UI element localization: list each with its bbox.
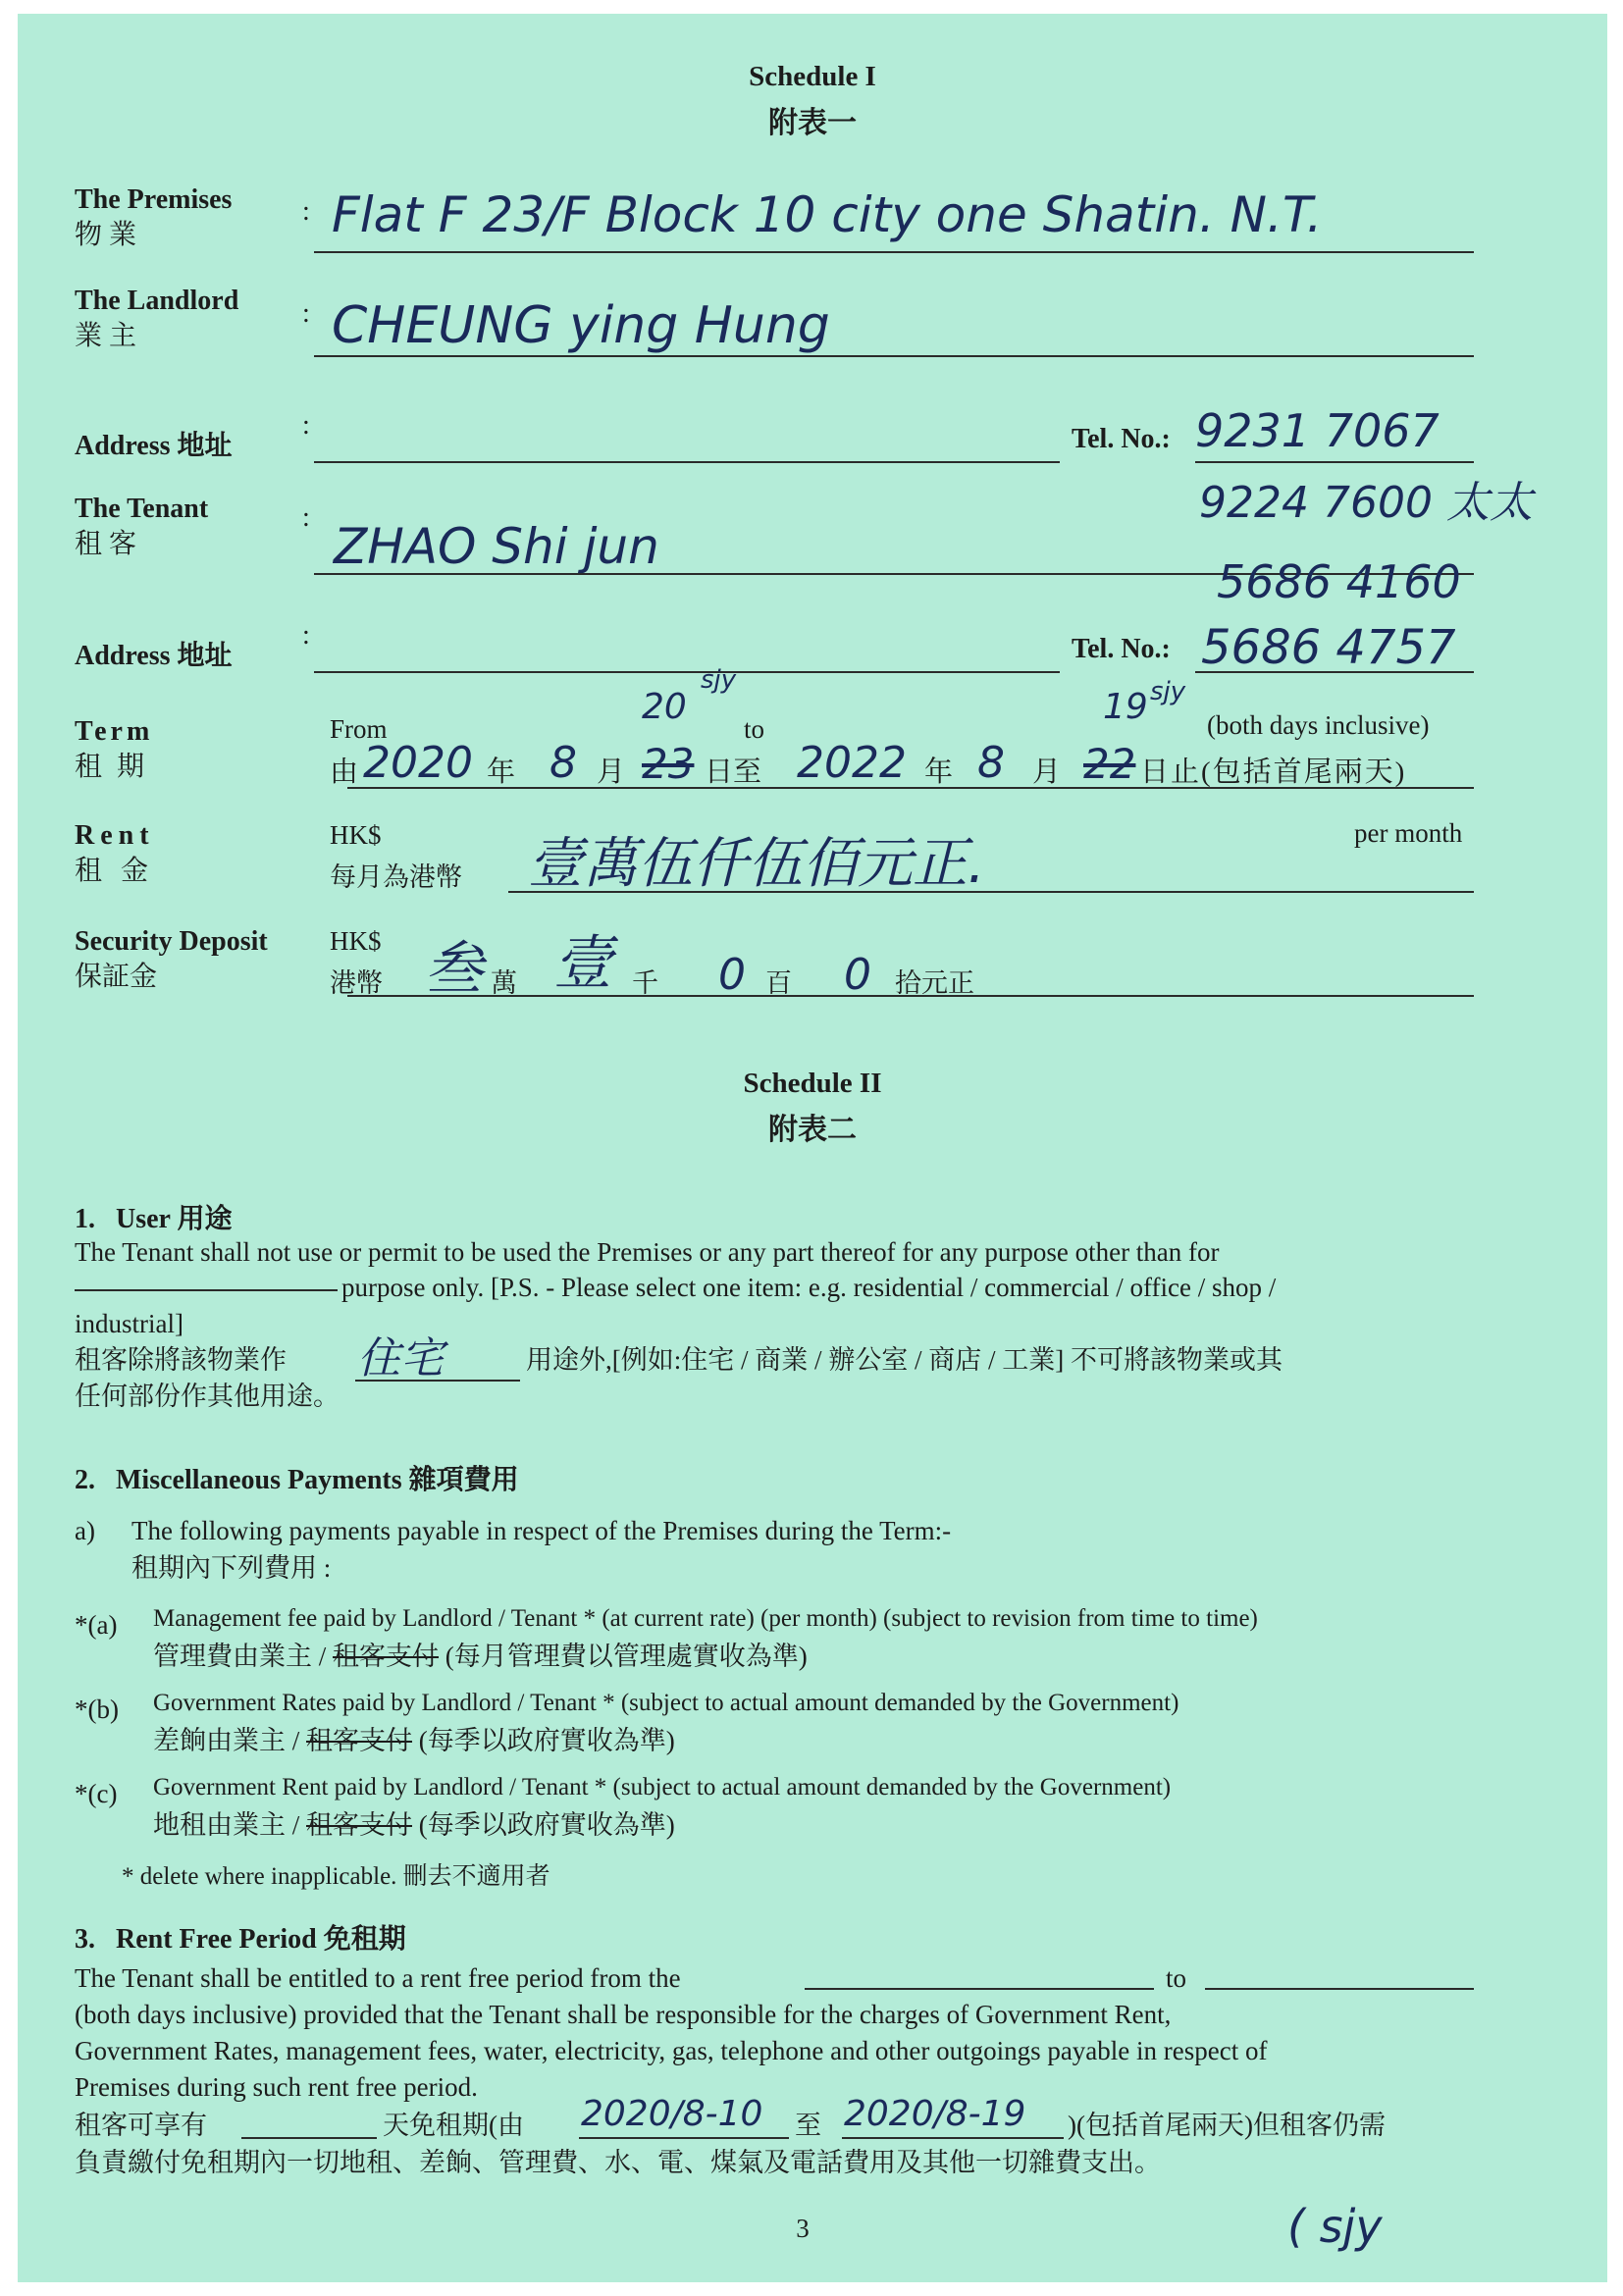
deposit-wan-label: 萬 <box>491 968 517 998</box>
deposit-shi-label: 拾元正 <box>895 968 974 998</box>
s2-a-en: The following payments payable in respect of the Premises during the Term:- <box>131 1516 952 1545</box>
term-start-day-struck: 23 <box>642 740 695 788</box>
s3-para-1b: to <box>1166 1963 1187 1993</box>
deposit-qian-label: 千 <box>632 968 658 998</box>
s3-zh-post: )(包括首尾兩天)但租客仍需 <box>1068 2111 1386 2140</box>
s1-use-line <box>355 1380 520 1382</box>
s1-zh-pre: 租客除將該物業作 <box>75 1345 287 1375</box>
landlord-tel-2[interactable]: 9224 7600 太太 <box>1199 478 1533 528</box>
term-label: Term 租 期 <box>75 716 154 782</box>
deposit-bai-value[interactable]: 0 <box>718 950 746 1000</box>
s1-zh-2: 任何部份作其他用途。 <box>75 1382 340 1411</box>
tenant-value[interactable]: ZHAO Shi jun <box>334 518 659 575</box>
term-start-day-correction[interactable]: 20 <box>642 687 687 727</box>
term-end-day-struck: 22 <box>1083 740 1136 788</box>
term-zh-you: 由 <box>330 757 359 788</box>
s3-heading: 3. Rent Free Period 免租期 <box>75 1924 406 1955</box>
s3-zh-to: 至 <box>795 2111 821 2140</box>
term-start-initials: sjy <box>701 665 737 695</box>
landlord-line <box>314 355 1474 357</box>
deposit-wan-value[interactable]: 叁 <box>424 935 483 1004</box>
s2-item-a-zh: 管理費由業主 / 租客支付 (每月管理費以管理處實收為準) <box>153 1642 808 1671</box>
premises-line <box>314 251 1474 253</box>
deposit-zh-prefix: 港幣 <box>330 968 383 998</box>
s2-item-a-mark: *(a) <box>75 1610 118 1640</box>
s1-para-2: purpose only. [P.S. - Please select one item: e.g. residential / commercial / office / shop / <box>341 1273 1277 1302</box>
s3-to-value[interactable]: 2020/8-19 <box>844 2094 1026 2134</box>
s3-para-4: Premises during such rent free period. <box>75 2072 478 2102</box>
term-zh-year1: 年 <box>487 757 516 788</box>
s3-from-value[interactable]: 2020/8-10 <box>581 2094 763 2134</box>
tenant-colon: : <box>302 502 310 533</box>
s3-para-2: (both days inclusive) provided that the Tenant shall be responsible for the charges of Government Rent, <box>75 2000 1172 2029</box>
rent-hk-label: HK$ <box>330 820 382 850</box>
s3-zh-2: 負責繳付免租期內一切地租、差餉、管理費、水、電、煤氣及電話費用及其他一切雜費支出。 <box>75 2148 1161 2177</box>
schedule1-title-zh: 附表一 <box>768 107 857 139</box>
s1-heading: 1. User 用途 <box>75 1204 233 1234</box>
premises-value[interactable]: Flat F 23/F Block 10 city one Shatin. N.T. <box>332 186 1323 243</box>
term-start-month[interactable]: 8 <box>550 738 577 788</box>
s2-item-c-struck: 租客支付 <box>306 1810 413 1840</box>
term-end-month[interactable]: 8 <box>977 738 1005 788</box>
s3-to-line <box>1205 1988 1474 1990</box>
s2-heading: 2. Miscellaneous Payments 雜項費用 <box>75 1465 519 1495</box>
s2-item-a-en: Management fee paid by Landlord / Tenant * (at current rate) (per month) (subject to revision from time to time) <box>153 1605 1258 1632</box>
s3-para-1a: The Tenant shall be entitled to a rent free period from the <box>75 1963 681 1993</box>
premises-label: The Premises 物 業 <box>75 184 233 250</box>
s1-para-1: The Tenant shall not use or permit to be used the Premises or any part thereof for any purpose other than for <box>75 1237 1220 1267</box>
deposit-qian-value[interactable]: 壹 <box>553 929 612 998</box>
term-zh-month1: 月 <box>597 757 626 788</box>
s3-zh-mid: 天免租期(由 <box>383 2111 524 2140</box>
footer-initials: ( sjy <box>1287 2200 1383 2253</box>
term-zh-day-end: 日止(包括首尾兩天) <box>1140 757 1407 788</box>
s3-days-line <box>241 2137 377 2139</box>
deposit-hk-label: HK$ <box>330 926 382 956</box>
term-to-label: to <box>744 714 765 744</box>
s2-item-a-struck: 租客支付 <box>333 1642 440 1671</box>
s2-item-b-struck: 租客支付 <box>306 1726 413 1755</box>
deposit-bai-label: 百 <box>765 968 792 998</box>
term-zh-day-to: 日至 <box>705 757 762 788</box>
s2-item-c-en: Government Rent paid by Landlord / Tenant * (subject to actual amount demanded by the Government) <box>153 1774 1172 1800</box>
schedule1-title: Schedule I <box>749 61 876 92</box>
term-end-initials: sjy <box>1150 677 1186 706</box>
term-inclusive-label: (both days inclusive) <box>1207 710 1430 740</box>
rent-zh-prefix: 每月為港幣 <box>330 862 462 892</box>
s3-para-3: Government Rates, management fees, water, electricity, gas, telephone and other outgoings payable in respect of <box>75 2036 1268 2065</box>
s2-a-zh: 租期內下列費用 : <box>131 1553 332 1583</box>
landlord-colon: : <box>302 298 310 329</box>
s2-item-c-zh: 地租由業主 / 租客支付 (每季以政府實收為準) <box>153 1810 675 1840</box>
s3-zh-to-line <box>842 2137 1064 2139</box>
schedule2-title: Schedule II <box>743 1068 882 1099</box>
tenant-address-line <box>314 671 1060 673</box>
landlord-tel-label: Tel. No.: <box>1072 424 1171 454</box>
schedule2-title-zh: 附表二 <box>768 1114 857 1146</box>
tenant-label: The Tenant 租 客 <box>75 494 209 559</box>
rent-per-month: per month <box>1354 818 1463 848</box>
term-start-year[interactable]: 2020 <box>363 738 473 788</box>
term-from-label: From <box>330 714 388 744</box>
s1-use-value[interactable]: 住宅 <box>357 1333 444 1383</box>
landlord-address-label: Address 地址 <box>75 431 233 461</box>
s2-a-mark: a) <box>75 1516 95 1545</box>
term-line <box>347 787 1474 789</box>
tenant-address-colon: : <box>302 620 310 651</box>
tenant-tel-1[interactable]: 5686 4160 <box>1217 555 1461 608</box>
premises-colon: : <box>302 196 310 227</box>
rent-value[interactable]: 壹萬伍仟伍佰元正. <box>528 832 985 896</box>
s2-item-b-zh: 差餉由業主 / 租客支付 (每季以政府實收為準) <box>153 1726 675 1755</box>
deposit-label: Security Deposit 保証金 <box>75 926 268 992</box>
term-end-year[interactable]: 2022 <box>797 738 907 788</box>
rent-label: Rent 租 金 <box>75 820 155 886</box>
term-zh-year2: 年 <box>924 757 954 788</box>
landlord-tel-line <box>1195 461 1474 463</box>
s2-item-b-en: Government Rates paid by Landlord / Tenant * (subject to actual amount demanded by the Government) <box>153 1690 1179 1716</box>
tenant-tel-2[interactable]: 5686 4757 <box>1201 620 1456 675</box>
landlord-tel-1[interactable]: 9231 7067 <box>1195 404 1440 457</box>
s3-zh-pre: 租客可享有 <box>75 2111 207 2140</box>
landlord-label: The Landlord 業 主 <box>75 286 239 351</box>
deposit-shi-value[interactable]: 0 <box>844 950 871 1000</box>
s2-item-c-mark: *(c) <box>75 1779 118 1808</box>
landlord-address-colon: : <box>302 410 310 441</box>
s3-from-line <box>805 1988 1154 1990</box>
term-zh-month2: 月 <box>1032 757 1062 788</box>
s1-zh-post: 用途外,[例如:住宅 / 商業 / 辦公室 / 商店 / 工業] 不可將該物業或其 <box>526 1345 1283 1375</box>
deposit-line <box>347 995 1474 997</box>
rent-line <box>508 891 1474 893</box>
tenant-address-label: Address 地址 <box>75 641 233 671</box>
landlord-value[interactable]: CHEUNG ying Hung <box>332 296 830 355</box>
page-number: 3 <box>796 2214 810 2243</box>
s2-item-b-mark: *(b) <box>75 1695 119 1724</box>
term-end-day-correction[interactable]: 19 <box>1103 687 1148 727</box>
landlord-address-line <box>314 461 1060 463</box>
s1-purpose-line <box>75 1289 338 1291</box>
s1-para-3: industrial] <box>75 1309 183 1338</box>
s3-zh-from-line <box>579 2137 789 2139</box>
s2-note: * delete where inapplicable. 刪去不適用者 <box>122 1863 550 1890</box>
form-sheet <box>18 14 1607 2282</box>
tenant-tel-label: Tel. No.: <box>1072 634 1171 664</box>
